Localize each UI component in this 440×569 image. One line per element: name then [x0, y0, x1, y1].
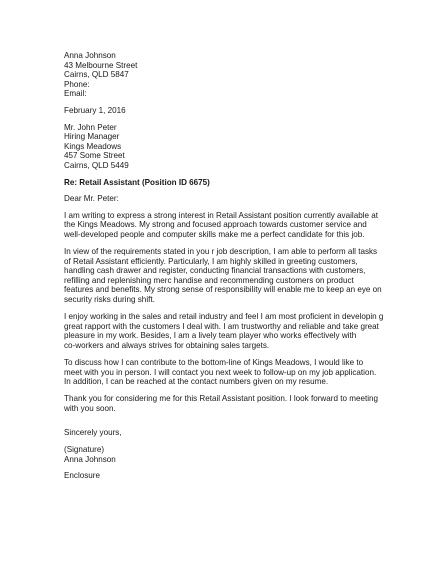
recipient-company: Kings Meadows	[64, 141, 122, 151]
recipient-block	[64, 123, 384, 171]
paragraph-line: security risks during shift.	[64, 294, 155, 304]
salutation: Dear Mr. Peter:	[64, 194, 119, 204]
closing: Sincerely yours,	[64, 427, 122, 437]
recipient-name: Mr. John Peter	[64, 122, 117, 132]
sender-city: Cairns, QLD 5847	[64, 70, 129, 80]
paragraph-line: meet with you in person. I will contact you next week to follow-up on my job application.	[64, 367, 377, 377]
signature-placeholder: (Signature)	[64, 445, 105, 454]
paragraph-line: refilling and replenishing merc handise and recommending customers on product	[64, 275, 354, 285]
sender-phone: Phone:	[64, 79, 90, 89]
body-paragraph-5	[64, 394, 384, 413]
paragraph-line: great rapport with the customers I deal with. I am trustworthy and reliable and take great	[64, 321, 379, 331]
paragraph-line: I am writing to express a strong interest in Retail Assistant position currently available at	[64, 210, 379, 220]
body-paragraph-2	[64, 247, 384, 305]
enclosure-note: Enclosure	[64, 471, 100, 481]
paragraph-line: To discuss how I can contribute to the bottom-line of Kings Meadows, I would like to	[64, 357, 364, 367]
sender-name: Anna Johnson	[64, 51, 116, 60]
subject-line: Re: Retail Assistant (Position ID 6675)	[64, 177, 210, 187]
letter-date: February 1, 2016	[64, 105, 126, 115]
paragraph-line: handling cash drawer and register, conducting financial transactions with customers,	[64, 266, 366, 276]
sender-email: Email:	[64, 89, 87, 99]
body-paragraph-4	[64, 358, 384, 387]
sender-block	[64, 51, 384, 99]
paragraph-line: In view of the requirements stated in you r job description, I am able to perform all tasks	[64, 247, 378, 256]
body-paragraph-3	[64, 312, 384, 350]
paragraph-line: features and benefits. My strong sense of responsibility will enable me to keep an eye on	[64, 285, 382, 295]
cover-letter	[64, 51, 384, 481]
paragraph-line: co-workers and always strives for obtaining sales targets.	[64, 340, 270, 350]
paragraph-line: with you soon.	[64, 403, 116, 413]
recipient-city: Cairns, QLD 5449	[64, 160, 129, 170]
paragraph-line: pleasure in my work. Besides, I am a lively team player who works effectively with	[64, 331, 357, 341]
body-paragraph-1	[64, 211, 384, 240]
paragraph-line: well-developed people and computer skills make me a perfect candidate for this job.	[64, 229, 365, 239]
sender-street: 43 Melbourne Street	[64, 60, 138, 70]
paragraph-line: of Retail Assistant efficiently. Particularly, I am highly skilled in greeting customers,	[64, 256, 358, 266]
paragraph-line: In addition, I can be reached at the contact numbers given on my resume.	[64, 377, 329, 387]
paragraph-line: I enjoy working in the sales and retail industry and feel I am most proficient in developin g	[64, 312, 384, 322]
paragraph-line: the Kings Meadows. My strong and focused approach towards customer service and	[64, 220, 367, 230]
signer-name: Anna Johnson	[64, 454, 116, 464]
paragraph-line: Thank you for considering me for this Retail Assistant position. I look forward to meeting	[64, 394, 379, 404]
recipient-title: Hiring Manager	[64, 132, 120, 142]
recipient-street: 457 Some Street	[64, 151, 125, 161]
